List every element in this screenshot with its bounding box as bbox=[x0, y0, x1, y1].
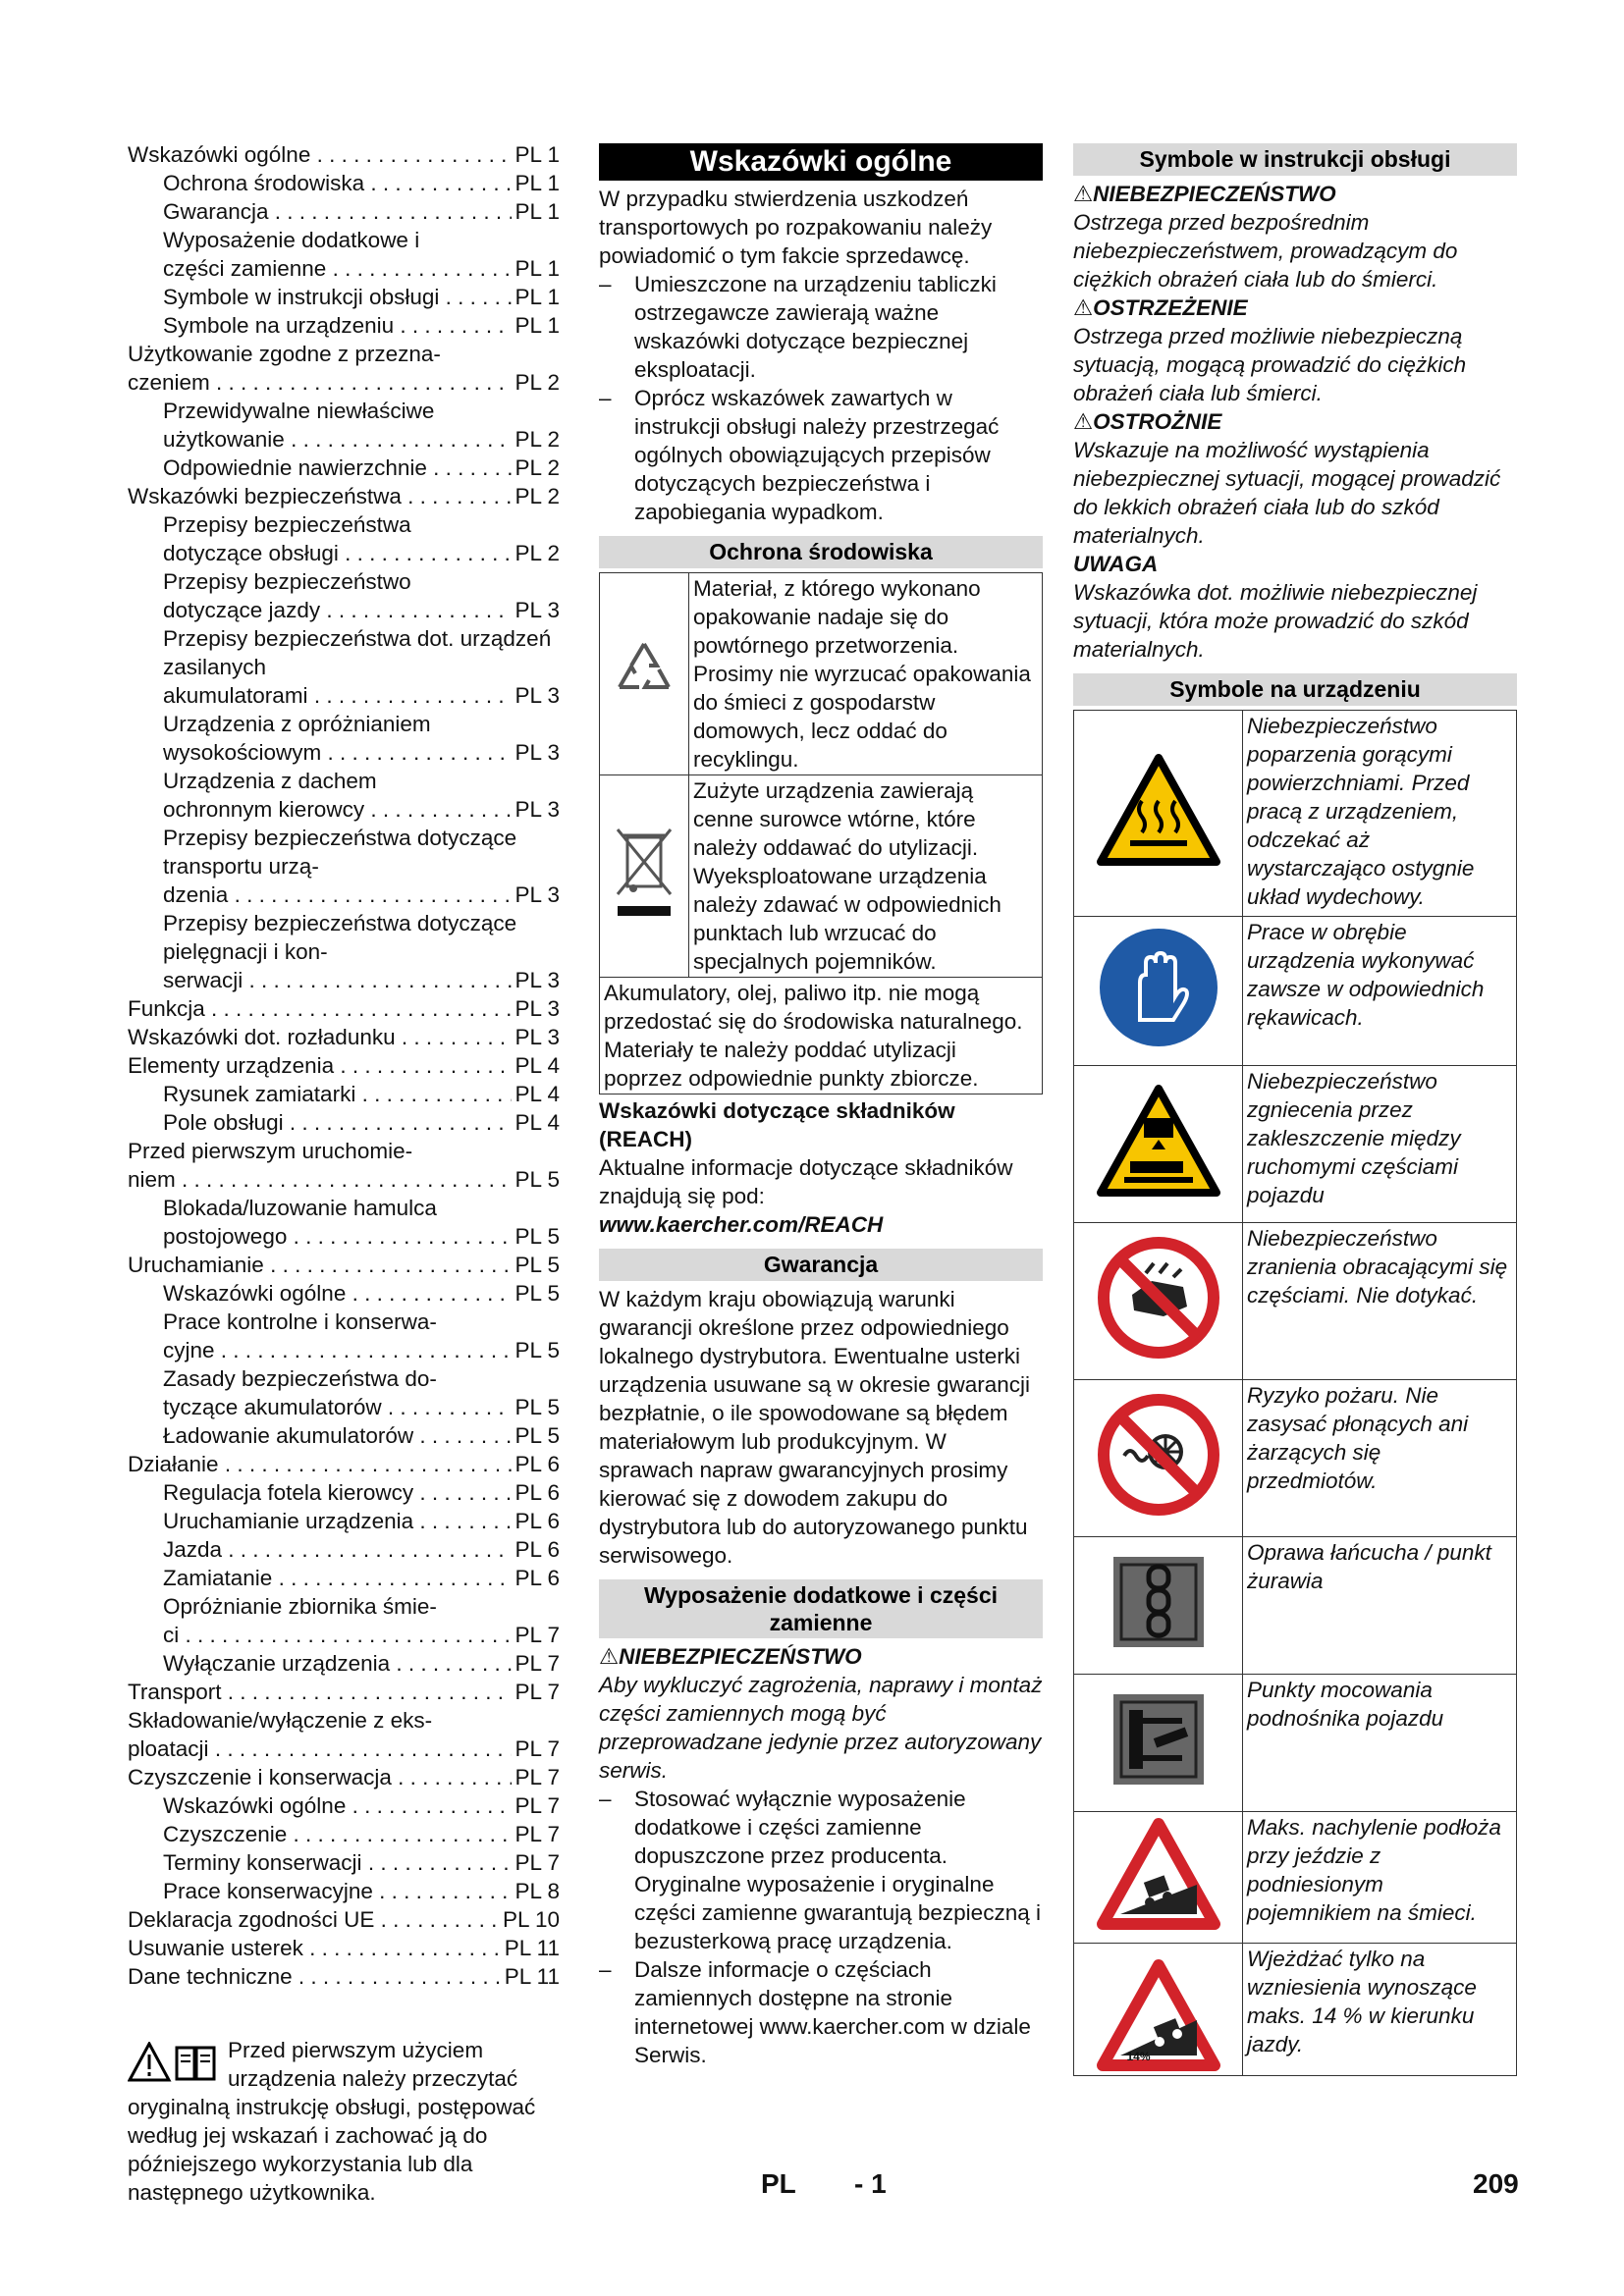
device-symbol-text: Prace w obrębie urządzenia wykonywać zawsze w odpowiednich rękawicach. bbox=[1243, 917, 1517, 1066]
incline-badge: 14% bbox=[1126, 2049, 1151, 2063]
toc-entry-title: wysokościowym . . . bbox=[163, 738, 512, 767]
max-incline-warning-icon bbox=[1074, 1944, 1243, 2076]
toc-entry-title: ochronnym kierowcy . . . bbox=[163, 795, 512, 824]
toc-entry[interactable] bbox=[128, 1763, 560, 1791]
toc-entry-title-line: Zasady bezpieczeństwa do- bbox=[163, 1366, 437, 1391]
recycling-text: Materiał, z którego wykonano opakowanie nadaje się do powtórnego przetworzenia. Prosimy nie wyrzucać opakowania do śmieci z gospodarstw domowych, lecz oddać do recyklingu. bbox=[689, 573, 1043, 775]
toc-entry[interactable] bbox=[128, 1194, 560, 1251]
toc-entry-page: PL 3 bbox=[514, 598, 560, 622]
toc-entry-page: PL 11 bbox=[504, 1936, 560, 1960]
no-burning-objects-icon bbox=[1074, 1380, 1243, 1537]
accessories-warning-label: ⚠NIEBEZPIECZEŃSTWO bbox=[599, 1644, 862, 1669]
toc-entry-title-line: Urządzenia z opróżnianiem bbox=[163, 712, 431, 736]
weee-text: Zużyte urządzenia zawierają cenne surowce wtórne, które należy oddawać do utylizacji. Wyeksploatowane urządzenia należy zdawać w odpowiednich punktach lub wrzucać do specjalnych pojemników. bbox=[689, 775, 1043, 978]
device-symbol-text: Punkty mocowania podnośnika pojazdu bbox=[1243, 1675, 1517, 1812]
signal-word-description: Ostrzega przed bezpośrednim niebezpieczeństwem, prowadzącym do ciężkich obrażeń ciała lub do śmierci. bbox=[1073, 210, 1458, 292]
toc-entry-title: Dane techniczne . . . bbox=[128, 1962, 501, 1991]
toc-entry-title: Wskazówki bezpieczeństwa . . . bbox=[128, 482, 512, 510]
section-title-environment: Ochrona środowiska bbox=[599, 536, 1043, 568]
toc-entry[interactable] bbox=[128, 283, 560, 311]
toc-entry-title: Odpowiednie nawierzchnie . . . bbox=[163, 454, 512, 482]
section-title-device-symbols: Symbole na urządzeniu bbox=[1073, 673, 1517, 706]
toc-entry-page: PL 7 bbox=[514, 1736, 560, 1761]
wear-gloves-icon bbox=[1074, 917, 1243, 1066]
device-symbol-text: Wjeżdżać tylko na wzniesienia wynoszące maks. 14 % w kierunku jazdy. bbox=[1243, 1944, 1517, 2076]
right-column bbox=[1073, 140, 1517, 2076]
device-symbols-table bbox=[1073, 710, 1517, 2076]
toc-entry[interactable] bbox=[128, 1364, 560, 1421]
signal-word: UWAGA bbox=[1073, 552, 1159, 576]
toc-entry-page: PL 6 bbox=[514, 1452, 560, 1476]
toc-entry-page: PL 3 bbox=[514, 797, 560, 822]
toc-entry-title: Uruchamianie urządzenia . . . bbox=[163, 1507, 512, 1535]
toc-entry-title: Wskazówki dot. rozładunku . . . bbox=[128, 1023, 512, 1051]
warning-triangle-icon: ⚠ bbox=[1073, 295, 1094, 320]
toc-entry[interactable] bbox=[128, 1877, 560, 1905]
toc-entry[interactable] bbox=[128, 226, 560, 283]
toc-entry[interactable] bbox=[128, 1564, 560, 1592]
toc-entry-title: Jazda . . . bbox=[163, 1535, 512, 1564]
toc-entry-page: PL 5 bbox=[514, 1395, 560, 1419]
toc-entry[interactable] bbox=[128, 169, 560, 197]
toc-entry-title-line: Urządzenia z dachem bbox=[163, 769, 377, 793]
toc-entry[interactable] bbox=[128, 1051, 560, 1080]
max-slope-warning-icon bbox=[1074, 1812, 1243, 1944]
toc-entry-title-line: Prace kontrolne i konserwa- bbox=[163, 1309, 437, 1334]
toc-entry-title: Działanie . . . bbox=[128, 1450, 512, 1478]
toc-entry-title: Uruchamianie . . . bbox=[128, 1251, 512, 1279]
toc-entry-page: PL 5 bbox=[514, 1281, 560, 1306]
toc-entry-title-line: Przepisy bezpieczeństwa dotyczące transportu urzą- bbox=[163, 826, 517, 879]
device-symbol-row bbox=[1074, 1537, 1517, 1675]
toc-entry-title: Regulacja fotela kierowcy . . . bbox=[163, 1478, 512, 1507]
environment-table bbox=[599, 572, 1043, 1095]
toc-entry-title-line: Przepisy bezpieczeństwa dotyczące pielęgnacji i kon- bbox=[163, 911, 517, 964]
recycling-icon bbox=[600, 573, 689, 775]
signal-word-description: Wskazówka dot. możliwie niebezpiecznej sytuacji, która może prowadzić do szkód materialnych. bbox=[1073, 580, 1478, 662]
toc-entry[interactable] bbox=[128, 1535, 560, 1564]
general-intro: W przypadku stwierdzenia uszkodzeń transportowych po rozpakowaniu należy powiadomić o tym fakcie sprzedawcę. bbox=[599, 187, 993, 268]
toc-entry-page: PL 4 bbox=[514, 1110, 560, 1135]
toc-entry-page: PL 5 bbox=[514, 1338, 560, 1362]
reach-link[interactable]: www.kaercher.com/REACH bbox=[599, 1212, 884, 1237]
general-bullet: – Umieszczone na urządzeniu tabliczki ostrzegawcze zawierają ważne wskazówki dotyczące bezpiecznej eksploatacji. bbox=[599, 272, 997, 382]
section-title-warranty: Gwarancja bbox=[599, 1249, 1043, 1281]
toc-entry[interactable] bbox=[128, 824, 560, 909]
footer-page-number: 209 bbox=[1473, 2168, 1519, 2199]
footer-language: PL bbox=[761, 2168, 796, 2199]
toc-entry-title-line: Opróżnianie zbiornika śmie- bbox=[163, 1594, 437, 1619]
toc-entry[interactable] bbox=[128, 1308, 560, 1364]
toc-entry-title: ploatacji . . . bbox=[128, 1735, 512, 1763]
footer-section-page: - 1 bbox=[854, 2168, 887, 2199]
toc-entry[interactable] bbox=[128, 1478, 560, 1507]
toc-entry-page: PL 7 bbox=[514, 1793, 560, 1818]
toc-entry[interactable] bbox=[128, 767, 560, 824]
warning-triangle-icon: ⚠ bbox=[1073, 409, 1094, 434]
toc-entry[interactable] bbox=[128, 397, 560, 454]
toc-entry-title: Gwarancja . . . bbox=[163, 197, 512, 226]
toc-entry-title: Funkcja . . . bbox=[128, 994, 512, 1023]
device-symbol-text: Ryzyko pożaru. Nie zasysać płonących ani żarzących się przedmiotów. bbox=[1243, 1380, 1517, 1537]
toc-entry-title: Wskazówki ogólne . . . bbox=[128, 140, 512, 169]
middle-column bbox=[599, 140, 1043, 2069]
toc-entry-page: PL 3 bbox=[514, 968, 560, 992]
signal-word: ⚠OSTRZEŻENIE bbox=[1073, 295, 1248, 320]
signal-word: ⚠OSTROŻNIE bbox=[1073, 409, 1222, 434]
toc-entry[interactable] bbox=[128, 624, 560, 710]
toc-entry-title: akumulatorami . . . bbox=[163, 681, 512, 710]
crossed-bin-icon bbox=[600, 775, 689, 978]
toc-entry[interactable] bbox=[128, 1706, 560, 1763]
toc-entry-page: PL 5 bbox=[514, 1253, 560, 1277]
toc-entry-title: Ochrona środowiska . . . bbox=[163, 169, 512, 197]
toc-entry-title: serwacji . . . bbox=[163, 966, 512, 994]
toc-entry[interactable] bbox=[128, 1934, 560, 1962]
toc-entry-title: Prace konserwacyjne . . . bbox=[163, 1877, 512, 1905]
toc-entry[interactable] bbox=[128, 1905, 560, 1934]
toc-entry-title: Transport . . . bbox=[128, 1678, 512, 1706]
toc-entry-page: PL 6 bbox=[514, 1480, 560, 1505]
toc-entry-title: Elementy urządzenia . . . bbox=[128, 1051, 512, 1080]
toc-entry-page: PL 5 bbox=[514, 1167, 560, 1192]
toc-entry-page: PL 1 bbox=[514, 199, 560, 224]
toc-entry-page: PL 4 bbox=[514, 1053, 560, 1078]
toc-entry[interactable] bbox=[128, 340, 560, 397]
toc-entry-title: części zamienne . . . bbox=[163, 254, 512, 283]
hot-surface-warning-icon bbox=[1074, 711, 1243, 917]
signal-word-description: Ostrzega przed możliwie niebezpieczną sytuacją, mogącą prowadzić do ciężkich obrażeń ciała lub śmierci. bbox=[1073, 324, 1467, 405]
manual-symbols-list bbox=[1073, 180, 1517, 664]
toc-entry-title-line: Użytkowanie zgodne z przezna- bbox=[128, 342, 441, 366]
toc-entry-title: Czyszczenie i konserwacja . . . bbox=[128, 1763, 512, 1791]
toc-entry[interactable] bbox=[128, 454, 560, 482]
toc-entry[interactable] bbox=[128, 1791, 560, 1820]
device-symbol-text: Maks. nachylenie podłoża przy jeździe z podniesionym pojemnikiem na śmieci. bbox=[1243, 1812, 1517, 1944]
toc-entry-page: PL 3 bbox=[514, 996, 560, 1021]
warning-triangle-icon: ⚠ bbox=[599, 1644, 620, 1669]
toc-entry[interactable] bbox=[128, 197, 560, 226]
toc-entry-page: PL 3 bbox=[514, 740, 560, 765]
toc-entry-page: PL 2 bbox=[514, 370, 560, 395]
device-symbol-row bbox=[1074, 1944, 1517, 2076]
table-of-contents bbox=[128, 140, 560, 1991]
toc-entry-page: PL 6 bbox=[514, 1509, 560, 1533]
device-symbol-row bbox=[1074, 1380, 1517, 1537]
accessories-bullet: – Stosować wyłącznie wyposażenie dodatkowe i części zamienne dopuszczone przez producenta. Oryginalne wyposażenie i oryginalne części zamienne gwarantują bezpieczną i bezusterkową pracę urządzenia. bbox=[599, 1787, 1041, 1953]
toc-entry-page: PL 7 bbox=[514, 1651, 560, 1676]
toc-entry-page: PL 2 bbox=[514, 541, 560, 565]
toc-entry-page: PL 5 bbox=[514, 1224, 560, 1249]
toc-entry-page: PL 7 bbox=[514, 1765, 560, 1789]
device-symbol-row bbox=[1074, 1223, 1517, 1380]
toc-entry-title-line: Przepisy bezpieczeństwa bbox=[163, 512, 411, 537]
toc-entry-page: PL 5 bbox=[514, 1423, 560, 1448]
section-title-manual-symbols: Symbole w instrukcji obsługi bbox=[1073, 143, 1517, 176]
toc-entry-page: PL 6 bbox=[514, 1566, 560, 1590]
device-symbol-text: Niebezpieczeństwo zgniecenia przez zakleszczenie między ruchomymi częściami pojazdu bbox=[1243, 1066, 1517, 1223]
toc-entry[interactable] bbox=[128, 140, 560, 169]
device-symbol-text: Niebezpieczeństwo poparzenia gorącymi powierzchniami. Przed pracą z urządzeniem, odczekać aż wystarczająco ostygnie układ wydechowy. bbox=[1243, 711, 1517, 917]
reach-text: Aktualne informacje dotyczące składników znajdują się pod: bbox=[599, 1155, 1013, 1208]
toc-entry[interactable] bbox=[128, 1649, 560, 1678]
toc-entry[interactable] bbox=[128, 1678, 560, 1706]
toc-entry-page: PL 1 bbox=[514, 256, 560, 281]
no-touch-rotating-parts-icon bbox=[1074, 1223, 1243, 1380]
toc-entry-title: dotyczące obsługi . . . bbox=[163, 539, 512, 567]
toc-entry-title: Wskazówki ogólne . . . bbox=[163, 1279, 512, 1308]
toc-entry-title: dzenia . . . bbox=[163, 881, 512, 909]
toc-entry[interactable] bbox=[128, 1023, 560, 1051]
toc-entry-title: niem . . . bbox=[128, 1165, 512, 1194]
toc-entry-page: PL 2 bbox=[514, 455, 560, 480]
toc-entry-title-line: Składowanie/wyłączenie z eks- bbox=[128, 1708, 433, 1733]
toc-entry-title: postojowego . . . bbox=[163, 1222, 512, 1251]
toc-entry-page: PL 2 bbox=[514, 427, 560, 452]
notice-text: Przed pierwszym użyciem urządzenia należy przeczytać oryginalną instrukcję obsługi, postępować według jej wskazań i zachować ją do późniejszego wykorzystania lub dla następnego użytkownika. bbox=[128, 2038, 536, 2205]
jack-points-icon bbox=[1074, 1675, 1243, 1812]
toc-entry-page: PL 1 bbox=[514, 171, 560, 195]
toc-entry-page: PL 7 bbox=[514, 1850, 560, 1875]
toc-entry[interactable] bbox=[128, 710, 560, 767]
general-bullet: – Oprócz wskazówek zawartych w instrukcji obsługi należy przestrzegać ogólnych obowiązujących przepisów dotyczących bezpieczeństwa i zapobiegania wypadkom. bbox=[599, 386, 1000, 524]
device-symbol-row bbox=[1074, 1675, 1517, 1812]
toc-entry[interactable] bbox=[128, 1450, 560, 1478]
toc-entry[interactable] bbox=[128, 994, 560, 1023]
read-manual-notice bbox=[128, 2036, 560, 2207]
toc-entry[interactable] bbox=[128, 909, 560, 994]
toc-entry-page: PL 6 bbox=[514, 1537, 560, 1562]
toc-entry-title-line: Przewidywalne niewłaściwe bbox=[163, 399, 435, 423]
toc-column bbox=[128, 140, 560, 2207]
toc-entry-title-line: Wyposażenie dodatkowe i bbox=[163, 228, 420, 252]
toc-entry-page: PL 1 bbox=[514, 142, 560, 167]
toc-entry[interactable] bbox=[128, 510, 560, 567]
toc-entry[interactable] bbox=[128, 1848, 560, 1877]
section-title-accessories: Wyposażenie dodatkowe i części zamienne bbox=[599, 1579, 1043, 1638]
toc-entry-title: Zamiatanie . . . bbox=[163, 1564, 512, 1592]
device-symbol-text: Niebezpieczeństwo zranienia obracającymi się częściami. Nie dotykać. bbox=[1243, 1223, 1517, 1380]
toc-entry-page: PL 1 bbox=[514, 285, 560, 309]
toc-entry-title-line: Blokada/luzowanie hamulca bbox=[163, 1196, 437, 1220]
toc-entry-title: Czyszczenie . . . bbox=[163, 1820, 512, 1848]
accessories-warning-text: Aby wykluczyć zagrożenia, naprawy i montaż części zamiennych mogą być przeprowadzane jedynie przez autoryzowany serwis. bbox=[599, 1673, 1043, 1783]
toc-entry-title: Pole obsługi . . . bbox=[163, 1108, 512, 1137]
toc-entry[interactable] bbox=[128, 311, 560, 340]
reach-title: Wskazówki dotyczące składników (REACH) bbox=[599, 1098, 955, 1151]
section-title-general: Wskazówki ogólne bbox=[599, 143, 1043, 181]
toc-entry-page: PL 1 bbox=[514, 313, 560, 338]
toc-entry-page: PL 3 bbox=[514, 683, 560, 708]
signal-word: ⚠NIEBEZPIECZEŃSTWO bbox=[1073, 182, 1336, 206]
device-symbol-row bbox=[1074, 711, 1517, 917]
toc-entry-title: dotyczące jazdy . . . bbox=[163, 596, 512, 624]
crush-hazard-warning-icon bbox=[1074, 1066, 1243, 1223]
toc-entry[interactable] bbox=[128, 1137, 560, 1194]
toc-entry-page: PL 7 bbox=[514, 1680, 560, 1704]
toc-entry-title: Rysunek zamiatarki . . . bbox=[163, 1080, 512, 1108]
toc-entry-page: PL 8 bbox=[514, 1879, 560, 1903]
toc-entry-title: Terminy konserwacji . . . bbox=[163, 1848, 512, 1877]
device-symbol-text: Oprawa łańcucha / punkt żurawia bbox=[1243, 1537, 1517, 1675]
toc-entry-title: czeniem . . . bbox=[128, 368, 512, 397]
toc-entry[interactable] bbox=[128, 567, 560, 624]
toc-entry[interactable] bbox=[128, 1820, 560, 1848]
toc-entry[interactable] bbox=[128, 1080, 560, 1108]
toc-entry[interactable] bbox=[128, 1507, 560, 1535]
toc-entry[interactable] bbox=[128, 1251, 560, 1279]
warning-triangle-icon: ⚠ bbox=[1073, 182, 1094, 206]
accessories-bullet: – Dalsze informacje o częściach zamiennych dostępne na stronie internetowej www.kaercher.com w dziale Serwis. bbox=[599, 1957, 1031, 2067]
toc-entry[interactable] bbox=[128, 1108, 560, 1137]
toc-entry-title: cyjne . . . bbox=[163, 1336, 512, 1364]
device-symbol-row bbox=[1074, 917, 1517, 1066]
toc-entry[interactable] bbox=[128, 482, 560, 510]
toc-entry-page: PL 3 bbox=[514, 882, 560, 907]
toc-entry-page: PL 10 bbox=[503, 1907, 560, 1932]
read-manual-icon bbox=[128, 2042, 220, 2090]
toc-entry-title-line: Przepisy bezpieczeństwo bbox=[163, 569, 411, 594]
toc-entry-title: Ładowanie akumulatorów . . . bbox=[163, 1421, 512, 1450]
toc-entry-title: użytkowanie . . . bbox=[163, 425, 512, 454]
signal-word-description: Wskazuje na możliwość wystąpienia niebezpiecznej sytuacji, mogącej prowadzić do lekkich obrażeń ciała lub do szkód materialnych. bbox=[1073, 438, 1501, 548]
toc-entry[interactable] bbox=[128, 1421, 560, 1450]
device-symbol-row bbox=[1074, 1812, 1517, 1944]
chain-lifting-point-icon bbox=[1074, 1537, 1243, 1675]
device-symbol-row bbox=[1074, 1066, 1517, 1223]
toc-entry-page: PL 2 bbox=[514, 484, 560, 508]
toc-entry-title-line: Przed pierwszym uruchomie- bbox=[128, 1139, 413, 1163]
battery-text: Akumulatory, olej, paliwo itp. nie mogą przedostać się do środowiska naturalnego. Materiały te należy poddać utylizacji poprzez odpowiednie punkty zbiorcze. bbox=[600, 978, 1043, 1095]
toc-entry-title: ci . . . bbox=[163, 1621, 512, 1649]
toc-entry-title: Symbole w instrukcji obsługi . . . bbox=[163, 283, 512, 311]
toc-entry-title-line: Przepisy bezpieczeństwa dot. urządzeń zasilanych bbox=[163, 626, 552, 679]
toc-entry[interactable] bbox=[128, 1592, 560, 1649]
toc-entry-title: Deklaracja zgodności UE . . . bbox=[128, 1905, 499, 1934]
warranty-text: W każdym kraju obowiązują warunki gwarancji określone przez odpowiedniego lokalnego dystrybutora. Ewentualne usterki urządzenia usuwane są w okresie gwarancji bezpłatnie, o ile spowodowane są błędem materiałowym lub produkcyjnym. W sprawach napraw gwarancyjnych prosimy kierować się z dowodem zakupu do dystrybutora lub do autoryzowanego punktu serwisowego. bbox=[599, 1287, 1030, 1568]
toc-entry-title: Usuwanie usterek . . . bbox=[128, 1934, 501, 1962]
toc-entry[interactable] bbox=[128, 1279, 560, 1308]
toc-entry-page: PL 7 bbox=[514, 1822, 560, 1846]
toc-entry-page: PL 3 bbox=[514, 1025, 560, 1049]
toc-entry-page: PL 7 bbox=[514, 1623, 560, 1647]
toc-entry-page: PL 11 bbox=[504, 1964, 560, 1989]
toc-entry-title: Symbole na urządzeniu . . . bbox=[163, 311, 512, 340]
toc-entry-title: tyczące akumulatorów . . . bbox=[163, 1393, 512, 1421]
toc-entry-title: Wskazówki ogólne . . . bbox=[163, 1791, 512, 1820]
toc-entry-page: PL 4 bbox=[514, 1082, 560, 1106]
toc-entry-title: Wyłączanie urządzenia . . . bbox=[163, 1649, 512, 1678]
toc-entry[interactable] bbox=[128, 1962, 560, 1991]
